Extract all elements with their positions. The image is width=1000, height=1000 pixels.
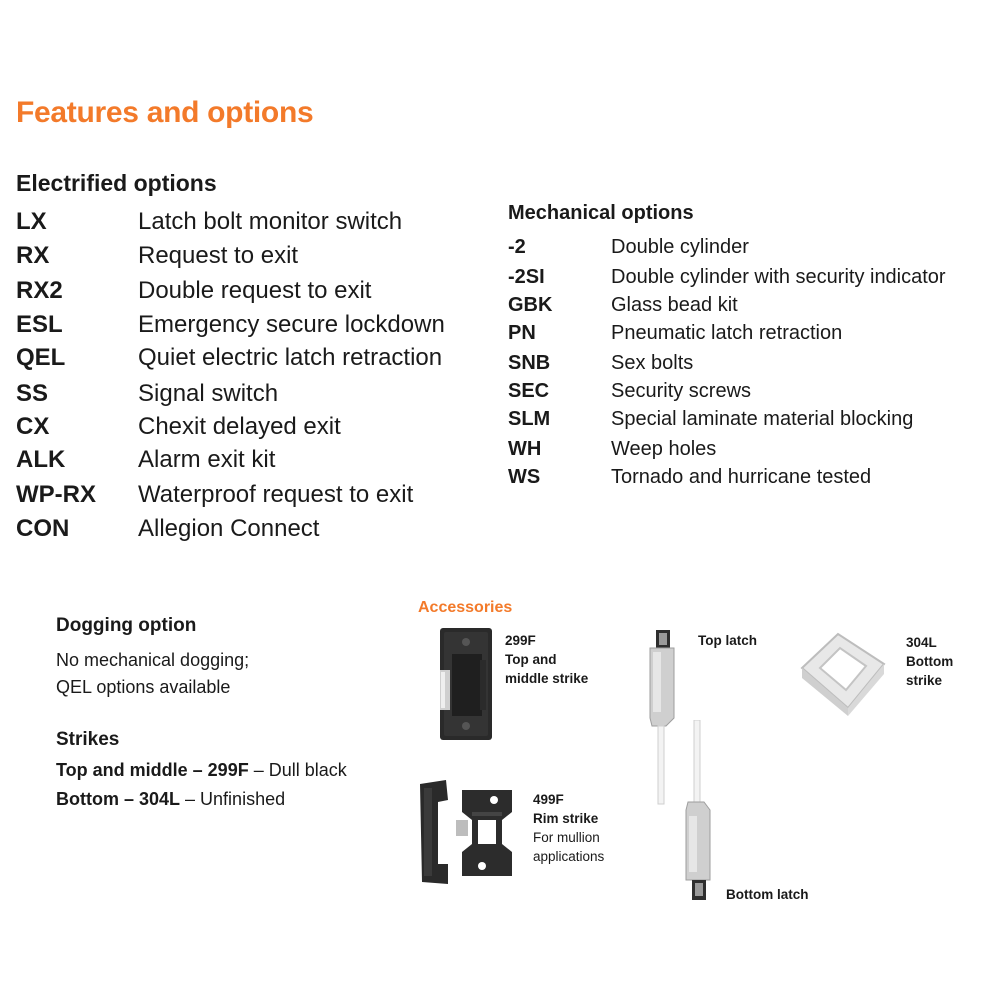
strike-499f-line1: For mullion	[533, 830, 600, 845]
option-description: Quiet electric latch retraction	[138, 344, 443, 371]
strike-bottom-label: Bottom – 304L	[56, 789, 181, 809]
option-code: CX	[16, 413, 50, 440]
option-code: WH	[508, 438, 542, 460]
option-code: SS	[16, 380, 49, 407]
option-code: SEC	[508, 380, 550, 402]
option-code: LX	[16, 208, 47, 235]
option-code: WS	[508, 466, 541, 488]
mechanical-options-heading: Mechanical options	[508, 202, 694, 224]
strikes-heading: Strikes	[56, 729, 120, 750]
option-description: Latch bolt monitor switch	[138, 208, 403, 235]
strike-299f-label	[505, 631, 588, 688]
strike-299f-code: 299F	[505, 633, 536, 648]
option-code: -2SI	[508, 266, 545, 288]
option-description: Request to exit	[138, 242, 299, 269]
top-latch-label	[698, 631, 757, 650]
option-code: SNB	[508, 352, 551, 374]
option-code: GBK	[508, 294, 553, 316]
option-code: PN	[508, 322, 536, 344]
option-code: RX2	[16, 277, 63, 304]
dogging-line-1: No mechanical dogging;	[56, 650, 250, 670]
option-description: Glass bead kit	[611, 294, 738, 316]
strike-bottom	[56, 789, 285, 810]
option-description: Chexit delayed exit	[138, 413, 341, 440]
option-description: Tornado and hurricane tested	[611, 466, 872, 488]
electrified-options-heading: Electrified options	[16, 170, 217, 196]
strike-304l-label	[906, 633, 953, 690]
strike-299f-image	[438, 626, 494, 742]
strike-304l-code: 304L	[906, 635, 937, 650]
option-code: QEL	[16, 344, 66, 371]
option-code: RX	[16, 242, 50, 269]
top-latch-text: Top latch	[698, 633, 757, 648]
option-code: -2	[508, 236, 526, 258]
strike-top-middle-label: Top and middle – 299F	[56, 760, 249, 780]
option-description: Signal switch	[138, 380, 279, 407]
strike-top-middle-finish: – Dull black	[248, 760, 347, 780]
option-description: Sex bolts	[611, 352, 694, 374]
strike-304l-line1: Bottom	[906, 654, 954, 669]
dogging-line-2: QEL options available	[56, 677, 231, 697]
option-description: Pneumatic latch retraction	[611, 322, 843, 344]
option-code: SLM	[508, 408, 551, 430]
bottom-latch-label	[726, 885, 809, 904]
strike-299f-line1: Top and	[505, 652, 557, 667]
strike-499f-code: 499F	[533, 792, 564, 807]
option-description: Security screws	[611, 380, 752, 402]
option-description: Weep holes	[611, 438, 717, 460]
option-code: CON	[16, 515, 70, 542]
option-description: Alarm exit kit	[138, 446, 276, 473]
strike-top-middle	[56, 760, 347, 781]
strike-499f-line2: applications	[533, 849, 605, 864]
bottom-latch-image	[676, 720, 716, 904]
option-description: Double request to exit	[138, 277, 372, 304]
strike-499f-name: Rim strike	[533, 811, 599, 826]
accessories-heading: Accessories	[418, 599, 513, 616]
dogging-option-heading: Dogging option	[56, 615, 197, 636]
bottom-latch-text: Bottom latch	[726, 887, 809, 902]
option-code: ESL	[16, 311, 63, 338]
strike-304l-line2: strike	[906, 673, 943, 688]
page-title: Features and options	[16, 96, 314, 129]
option-description: Special laminate material blocking	[611, 408, 914, 430]
option-code: ALK	[16, 446, 66, 473]
option-description: Emergency secure lockdown	[138, 311, 445, 338]
strike-bottom-finish: – Unfinished	[180, 789, 286, 809]
strike-299f-line2: middle strike	[505, 671, 589, 686]
option-description: Waterproof request to exit	[138, 481, 414, 508]
option-description: Double cylinder with security indicator	[611, 266, 946, 288]
top-latch-image	[640, 628, 680, 806]
strike-304l-image	[794, 628, 890, 716]
dogging-option-text	[56, 647, 249, 701]
strike-499f-image	[416, 772, 528, 890]
option-description: Double cylinder	[611, 236, 749, 258]
option-description: Allegion Connect	[138, 515, 320, 542]
option-code: WP-RX	[16, 481, 96, 508]
strike-499f-label	[533, 790, 604, 866]
